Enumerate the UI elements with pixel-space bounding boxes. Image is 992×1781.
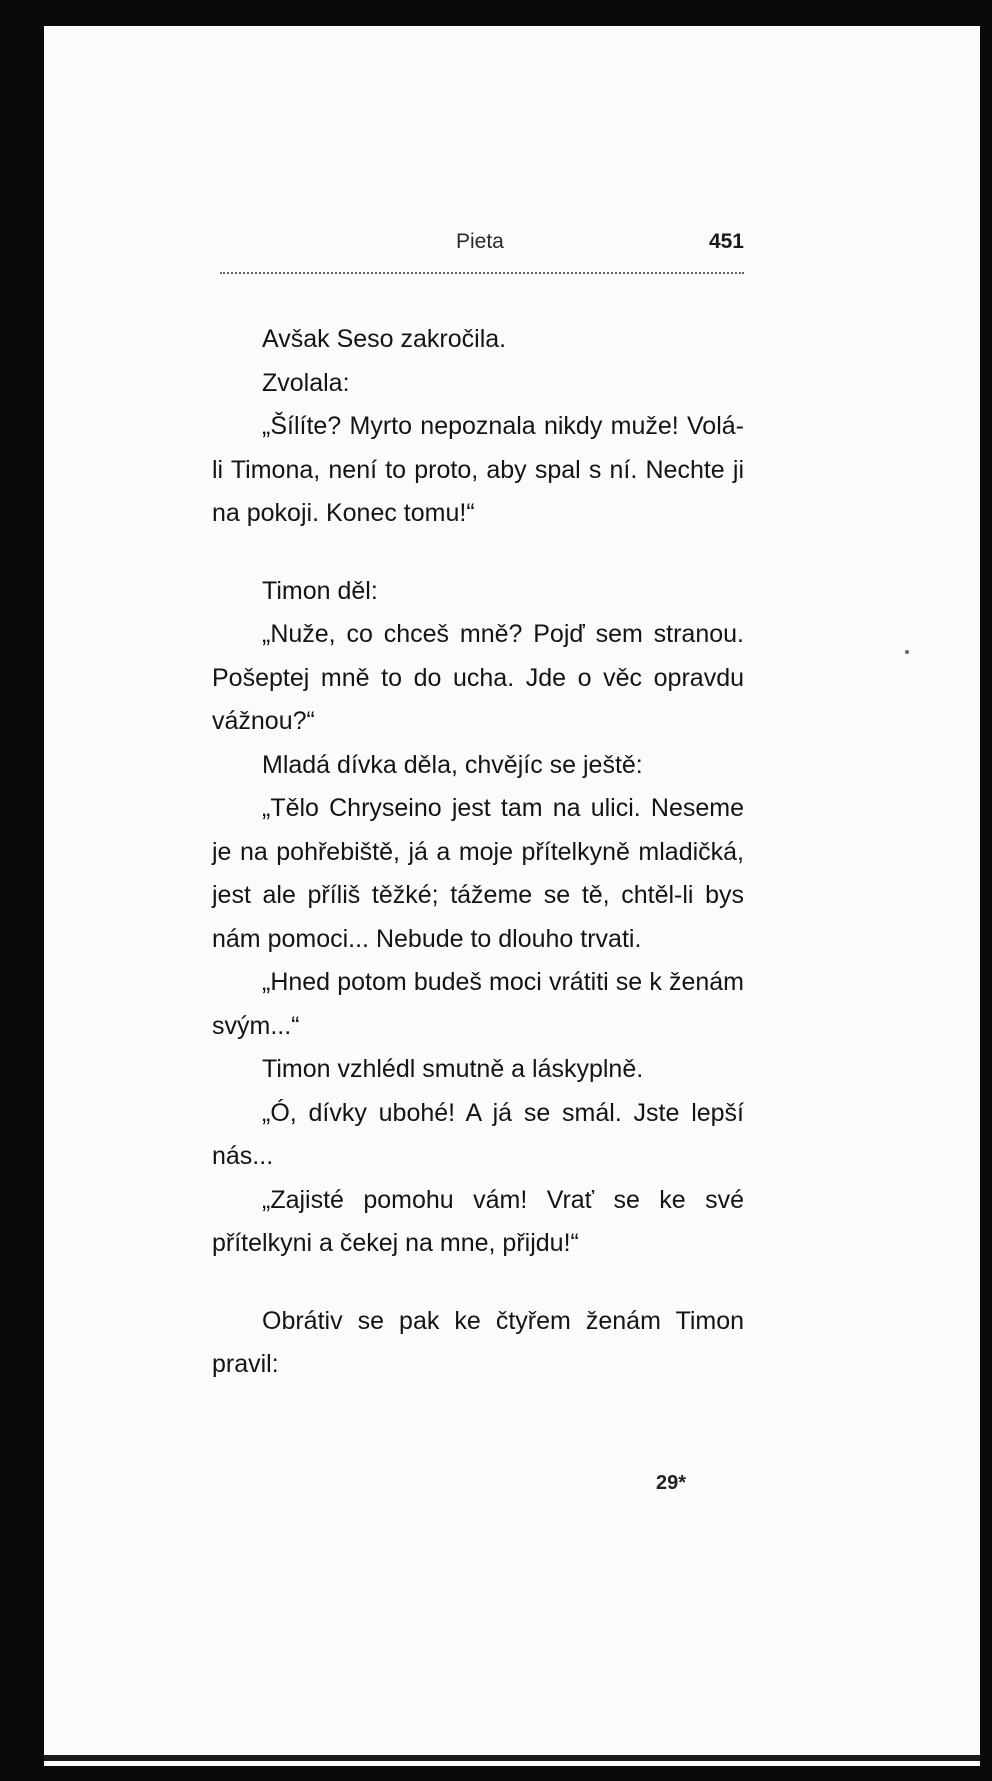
paragraph: „Šílíte? Myrto nepoznala nikdy muže! Volá-li Timona, není to proto, aby spal s ní. Nechte ji na pokoji. Konec tomu!“: [212, 412, 744, 527]
paragraph: „Zajisté pomohu vám! Vrať se ke své přítelkyni a čekej na mne, přijdu!“: [212, 1185, 744, 1257]
paragraph: Timon vzhlédl smutně a láskyplně.: [262, 1055, 644, 1083]
paragraph: Zvolala:: [262, 368, 350, 397]
header-rule: [220, 272, 744, 274]
paragraph: „Hned potom budeš moci vrátiti se k ženám svým...“: [212, 968, 744, 1040]
page-header: [218, 230, 746, 260]
paragraph: „Nuže, co chceš mně? Pojď sem stranou. Pošeptej mně to do ucha. Jde o věc opravdu vážnou?“: [212, 620, 744, 735]
paragraph: „Ó, dívky ubohé! A já se smál. Jste lepší nás...: [212, 1098, 744, 1170]
signature-mark: 29*: [656, 1472, 687, 1494]
speck: [905, 650, 909, 654]
page-number: 451: [708, 230, 744, 253]
body-text: [212, 318, 744, 1387]
paragraph: „Tělo Chryseino jest tam na ulici. Neseme je na pohřebiště, já a moje přítelkyně mladičká, jest ale příliš těžké; tážeme se tě, chtěl-li bys nám pomoci... Nebude to dlouho trvati.: [212, 794, 744, 953]
page-bottom-edge: [44, 1755, 980, 1761]
paragraph: Timon děl:: [262, 576, 378, 605]
running-title: Pieta: [456, 230, 504, 253]
paragraph: Obrátiv se pak ke čtyřem ženám Timon pravil:: [212, 1306, 744, 1378]
paragraph: Mladá dívka děla, chvějíc se ještě:: [262, 750, 643, 779]
paragraph: Avšak Seso zakročila.: [262, 325, 507, 353]
